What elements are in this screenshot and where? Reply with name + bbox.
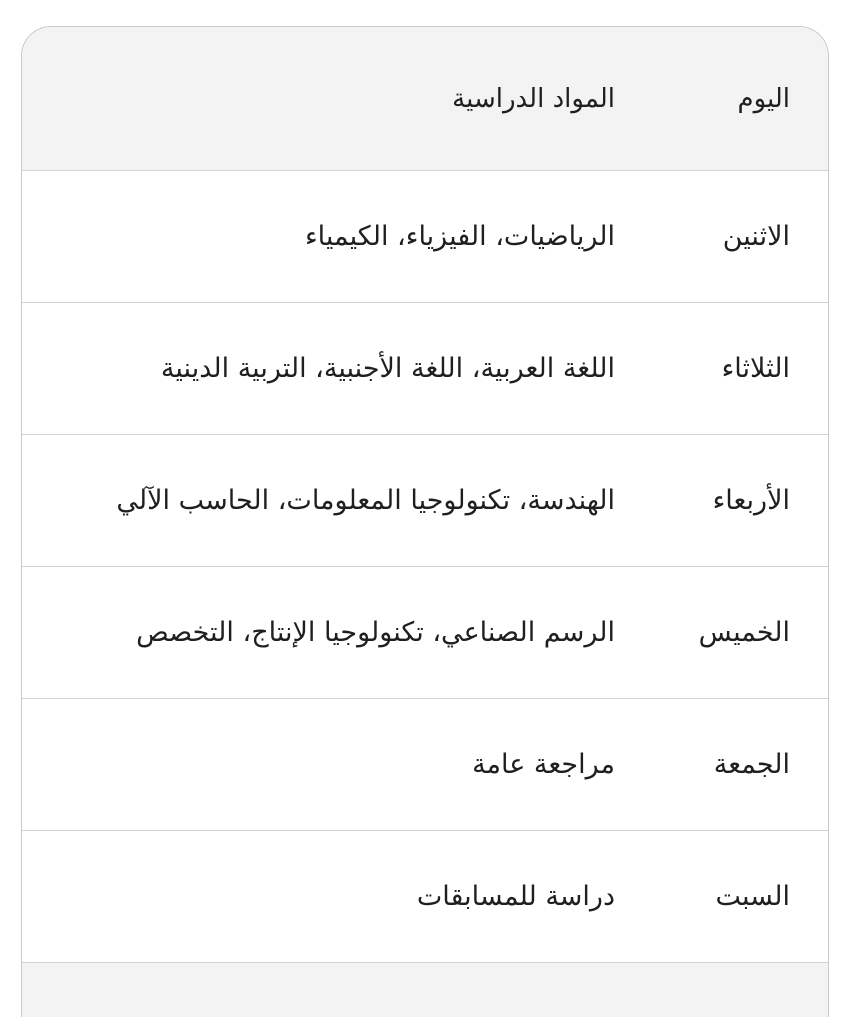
schedule-table — [22, 27, 828, 1017]
schedule-table-card — [21, 26, 829, 1017]
table-row — [22, 171, 828, 303]
table-header-row — [22, 27, 828, 171]
table-row — [22, 567, 828, 699]
table-row — [22, 435, 828, 567]
row-day-cell: الاثنين — [635, 171, 828, 303]
footer-cell — [22, 963, 635, 1017]
row-day-cell: الجمعة — [635, 699, 828, 831]
row-subjects-cell: الهندسة، تكنولوجيا المعلومات، الحاسب الآلي — [22, 435, 635, 567]
row-day-cell: الخميس — [635, 567, 828, 699]
table-row — [22, 303, 828, 435]
row-subjects-cell: الرسم الصناعي، تكنولوجيا الإنتاج، التخصص — [22, 567, 635, 699]
header-day: اليوم — [635, 27, 828, 171]
row-day-cell: السبت — [635, 831, 828, 963]
row-subjects-cell: الرياضيات، الفيزياء، الكيمياء — [22, 171, 635, 303]
table-row — [22, 831, 828, 963]
header-subjects: المواد الدراسية — [22, 27, 635, 171]
footer-cell — [635, 963, 828, 1017]
row-day-cell: الأربعاء — [635, 435, 828, 567]
row-subjects-cell: مراجعة عامة — [22, 699, 635, 831]
row-subjects-cell: دراسة للمسابقات — [22, 831, 635, 963]
row-subjects-cell: اللغة العربية، اللغة الأجنبية، التربية الدينية — [22, 303, 635, 435]
table-row — [22, 699, 828, 831]
row-day-cell: الثلاثاء — [635, 303, 828, 435]
table-footer-row — [22, 963, 828, 1017]
